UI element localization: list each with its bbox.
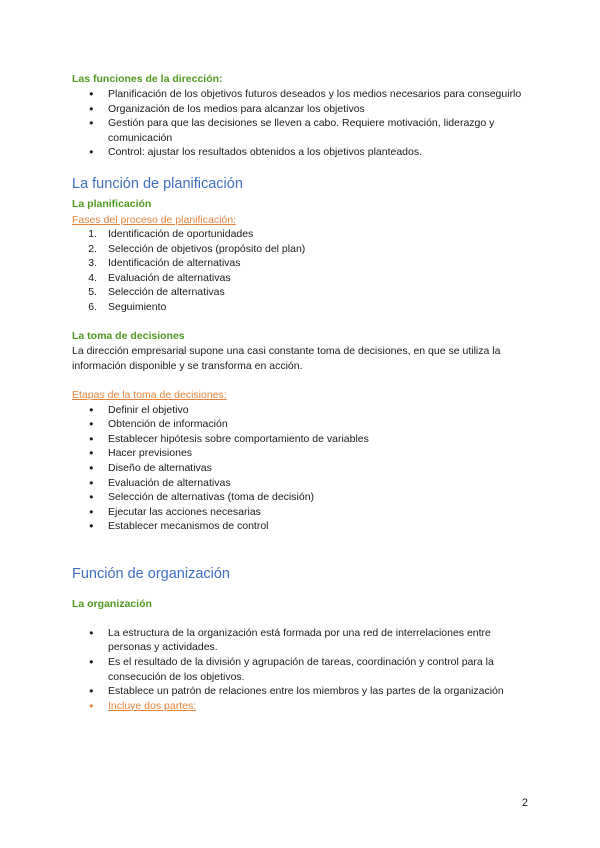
list-item: ● Establecer hipótesis sobre comportamiento de variables [72, 432, 532, 447]
decisiones-paragraph: La dirección empresarial supone una casi constante toma de decisiones, en que se utiliza la información disponible y se transforma en acción. [72, 344, 501, 372]
list-item: ● Ejecutar las acciones necesarias [72, 505, 532, 520]
list-item: ● Control: ajustar los resultados obtenidos a los objetivos planteados. [72, 145, 532, 160]
fases-label: Fases del proceso de planificación: [72, 213, 237, 226]
list-text: Seguimiento [108, 300, 167, 313]
document-page [72, 72, 532, 713]
planificacion-subheading: La planificación [72, 197, 152, 210]
list-text: Evaluación de alternativas [108, 271, 231, 284]
list-item: ● Establecer mecanismos de control [72, 519, 532, 534]
planificacion-title: La función de planificación [72, 175, 243, 192]
list-item: ● Organización de los medios para alcanzar los objetivos [72, 102, 532, 117]
list-item: ● La estructura de la organización está formada por una red de interrelaciones entre personas y actividades. [72, 626, 532, 655]
etapas-label: Etapas de la toma de decisiones: [72, 388, 227, 401]
list-text: Identificación de alternativas [108, 257, 241, 270]
list-item: ● Evaluación de alternativas [72, 476, 532, 491]
list-number: 4. [88, 271, 97, 284]
list-text: Identificación de oportunidades [108, 227, 254, 240]
list-item: ● Hacer previsiones [72, 446, 532, 461]
list-number: 5. [88, 286, 97, 299]
list-item [72, 300, 532, 315]
etapas-list [72, 403, 532, 534]
list-item: ● Diseño de alternativas [72, 461, 532, 476]
organizacion-subheading: La organización [72, 597, 152, 610]
list-text: Selección de objetivos (propósito del plan) [108, 242, 306, 255]
list-number: 6. [88, 300, 97, 313]
list-number: 3. [88, 257, 97, 270]
list-item [72, 271, 532, 286]
organizacion-list [72, 626, 532, 714]
list-text: Selección de alternativas [108, 286, 225, 299]
funciones-heading: Las funciones de la dirección: [72, 73, 223, 85]
list-item: ● Obtención de información [72, 417, 532, 432]
list-item-link[interactable]: ● Incluye dos partes: [72, 699, 532, 714]
list-item: ● Selección de alternativas (toma de decisión) [72, 490, 532, 505]
list-item: ● Gestión para que las decisiones se lleven a cabo. Requiere motivación, liderazgo y comunicación [72, 116, 532, 145]
list-item: ● Es el resultado de la división y agrupación de tareas, coordinación y control para la consecución de los objetivos. [72, 655, 532, 684]
fases-list [72, 227, 532, 315]
organizacion-title: Función de organización [72, 565, 230, 582]
page-number: 2 [521, 797, 528, 809]
list-item [72, 242, 532, 257]
list-item [72, 256, 532, 271]
list-number: 1. [88, 227, 97, 240]
list-number: 2. [88, 242, 97, 255]
list-item [72, 227, 532, 242]
funciones-list [72, 87, 532, 160]
decisiones-heading: La toma de decisiones [72, 329, 185, 342]
list-item: ● Establece un patrón de relaciones entre los miembros y las partes de la organización [72, 684, 532, 699]
list-item [72, 285, 532, 300]
list-item: ● Definir el objetivo [72, 403, 532, 418]
list-item: ● Planificación de los objetivos futuros deseados y los medios necesarios para conseguirlo [72, 87, 532, 102]
